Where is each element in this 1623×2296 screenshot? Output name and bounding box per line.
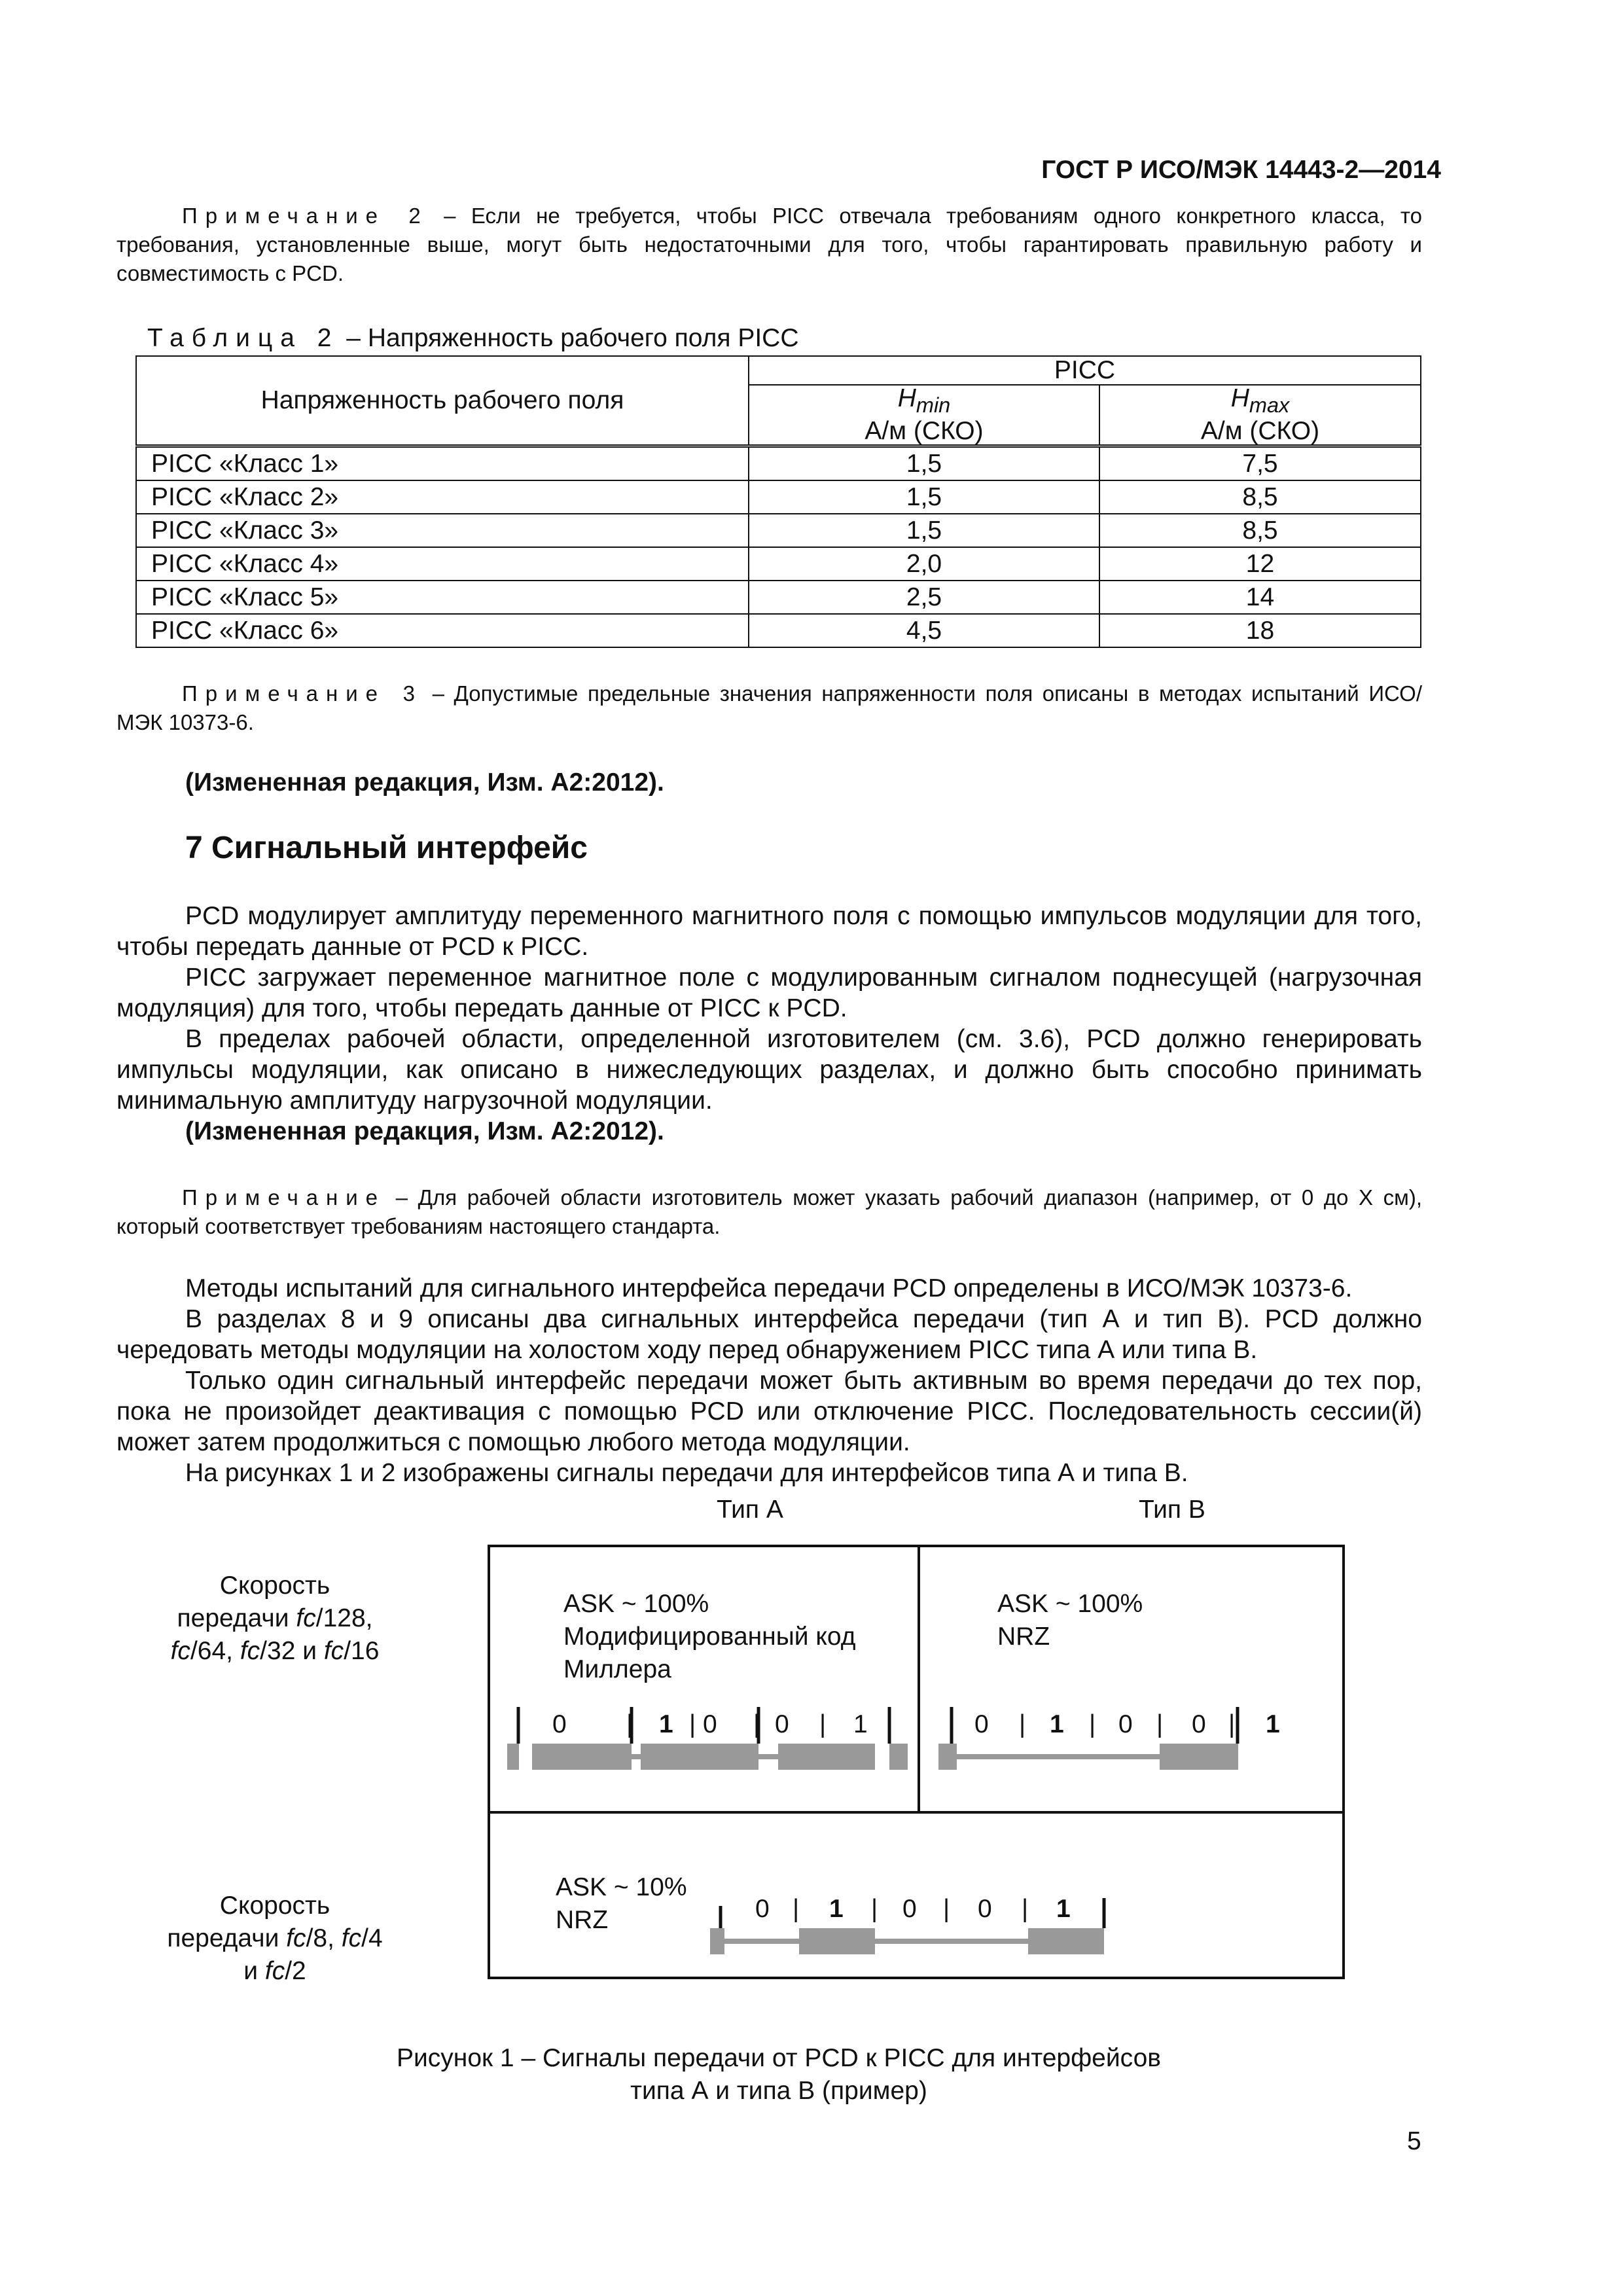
waveform-segment <box>938 1744 957 1770</box>
note-3-label: Примечание 3 <box>182 681 423 706</box>
bit-label: 0 <box>755 1895 770 1923</box>
table-row: PICC «Класс 2» 1,5 8,5 <box>136 480 1421 514</box>
note-2 <box>116 202 1422 288</box>
waveform-segment <box>641 1744 758 1770</box>
bit-separator: | <box>943 1895 950 1923</box>
table-row: PICC «Класс 1» 1,5 7,5 <box>136 446 1421 480</box>
bit-label: 0 <box>902 1895 917 1923</box>
paragraph: На рисунках 1 и 2 изображены сигналы передачи для интерфейсов типа А и типа В. <box>185 1459 1188 1487</box>
document-number: ГОСТ Р ИСО/МЭК 14443-2—2014 <box>1041 156 1441 184</box>
bit-label: 1 <box>1056 1895 1071 1923</box>
bit-separator: | <box>793 1895 800 1923</box>
table-header-picc: PICC <box>749 356 1421 385</box>
bit-label: 0 <box>974 1710 989 1738</box>
table-header-hmin: $H_{min}$ А/м (СКО) <box>749 385 1099 446</box>
paragraph: Методы испытаний для сигнального интерфейса передачи PCD определены в ИСО/МЭК 10373-6. <box>185 1274 1353 1302</box>
bit-label: 0 <box>552 1710 567 1738</box>
bit-separator: | <box>689 1710 696 1738</box>
table-caption-text: – Напряженность рабочего поля PICC <box>339 324 799 352</box>
section-note-text: – Для рабочей области изготовитель может указать рабочий диапазон (например, от 0 до X см), который соответствует требованиям настоящего стандарта. <box>116 1185 1422 1238</box>
table-caption-label: Таблица 2 <box>147 324 340 352</box>
panel-a-text: ASK ~ 100% Модифицированный код Миллера <box>563 1590 856 1683</box>
table-row: PICC «Класс 3» 1,5 8,5 <box>136 514 1421 547</box>
waveform-segment <box>1160 1744 1238 1770</box>
section-title: 7 Сигнальный интерфейс <box>185 831 588 865</box>
speed-label-2: Скорость передачи fc/8, fc/4 и fc/2 <box>167 1892 383 1985</box>
bit-separator: | <box>871 1895 878 1923</box>
bit-label: 0 <box>1192 1710 1206 1738</box>
waveform-segment <box>632 1754 641 1759</box>
waveform-segment <box>724 1939 799 1944</box>
signal-figure <box>488 1545 1345 1979</box>
type-a-label: Тип А <box>717 1496 783 1524</box>
panel-c-text: ASK ~ 10% NRZ <box>556 1873 687 1934</box>
paragraph: PICC загружает переменное магнитное поле с модулированным сигналом поднесущей (нагрузочная модуляция) для того, чтобы передать данные от PICC к PCD. <box>116 963 1422 1022</box>
paragraph: В пределах рабочей области, определенной изготовителем (см. 3.6), PCD должно генерировать импульсы модуляции, как описано в нижеследующих разделах, и должно быть способно принимать минимальную амплитуду нагрузочной модуляции. <box>116 1025 1422 1115</box>
bit-separator: | <box>1156 1710 1164 1738</box>
bit-label: 0 <box>1118 1710 1133 1738</box>
waveform-segment <box>799 1928 875 1954</box>
waveform-segment <box>710 1928 724 1954</box>
bit-separator: | <box>1089 1710 1096 1738</box>
note-2-text: – Если не требуется, чтобы PICC отвечала требованиям одного конкретного класса, то требования, установленные выше, могут быть недостаточными для того, чтобы гарантировать правильную работу и совместимость с PCD. <box>116 204 1422 285</box>
figure-caption: Рисунок 1 – Сигналы передачи от PCD к PICC для интерфейсов типа А и типа В (пример) <box>397 2044 1161 2105</box>
waveform-segment <box>875 1939 1028 1944</box>
amendment-note: (Измененная редакция, Изм. А2:2012). <box>185 768 664 797</box>
section-note <box>116 1183 1422 1241</box>
panel-b-text: ASK ~ 100% NRZ <box>997 1590 1143 1651</box>
section-body-2 <box>116 1273 1422 1488</box>
bit-separator: | <box>626 1710 633 1738</box>
note-3 <box>116 679 1422 737</box>
table-row: PICC «Класс 6» 4,5 18 <box>136 614 1421 647</box>
section-body <box>116 901 1422 1147</box>
bit-label: 1 <box>659 1710 673 1738</box>
type-b-label: Тип В <box>1139 1496 1205 1524</box>
page-number: 5 <box>1407 2127 1421 2155</box>
bit-label: 0 <box>775 1710 789 1738</box>
waveform-segment <box>758 1754 778 1759</box>
waveform-segment <box>1028 1928 1104 1954</box>
waveform-segment <box>957 1754 1160 1759</box>
table-header-field: Напряженность рабочего поля <box>136 356 749 446</box>
bit-label: 1 <box>1050 1710 1064 1738</box>
bit-label: 0 <box>978 1895 992 1923</box>
table-row: PICC «Класс 5» 2,5 14 <box>136 581 1421 614</box>
note-3-text: – Допустимые предельные значения напряженности поля описаны в методах испытаний ИСО/МЭК 10373-6. <box>116 681 1422 734</box>
bit-label: 1 <box>1266 1710 1280 1738</box>
bit-label: 1 <box>853 1710 868 1738</box>
amendment-note: (Измененная редакция, Изм. А2:2012). <box>185 1117 664 1145</box>
paragraph: PCD модулирует амплитуду переменного магнитного поля с помощью импульсов модуляции для того, чтобы передать данные от PCD к PICC. <box>116 902 1422 961</box>
note-2-label: Примечание 2 <box>182 204 429 228</box>
table-header-hmax: $H_{max}$ А/м (СКО) <box>1099 385 1421 446</box>
bit-label: 1 <box>829 1895 844 1923</box>
waveform-segment <box>532 1744 632 1770</box>
bit-separator: | <box>1022 1895 1029 1923</box>
bit-separator: | <box>1228 1710 1236 1738</box>
paragraph: Только один сигнальный интерфейс передачи может быть активным во время передачи до тех пор, пока не произойдет деактивация с помощью PCD или отключение PICC. Последовательность сессии(й) может затем продолжиться с помощью любого метода модуляции. <box>116 1367 1422 1456</box>
bit-separator: | <box>753 1710 760 1738</box>
paragraph: В разделах 8 и 9 описаны два сигнальных интерфейса передачи (тип А и тип В). PCD должно чередовать методы модуляции на холостом ходу перед обнаружением PICC типа А или типа В. <box>116 1305 1422 1364</box>
waveform-segment <box>507 1744 519 1770</box>
bit-separator: | <box>1019 1710 1026 1738</box>
table-row: PICC «Класс 4» 2,0 12 <box>136 547 1421 581</box>
speed-label-1: Скорость передачи fc/128, fc/64, fc/32 и fc/16 <box>170 1571 380 1665</box>
waveform-segment <box>778 1744 875 1770</box>
field-strength-table <box>135 355 1421 648</box>
bit-label: 0 <box>703 1710 717 1738</box>
table-caption <box>147 324 799 353</box>
bit-separator: | <box>819 1710 827 1738</box>
section-note-label: Примечание <box>182 1185 386 1210</box>
waveform-segment <box>889 1744 908 1770</box>
